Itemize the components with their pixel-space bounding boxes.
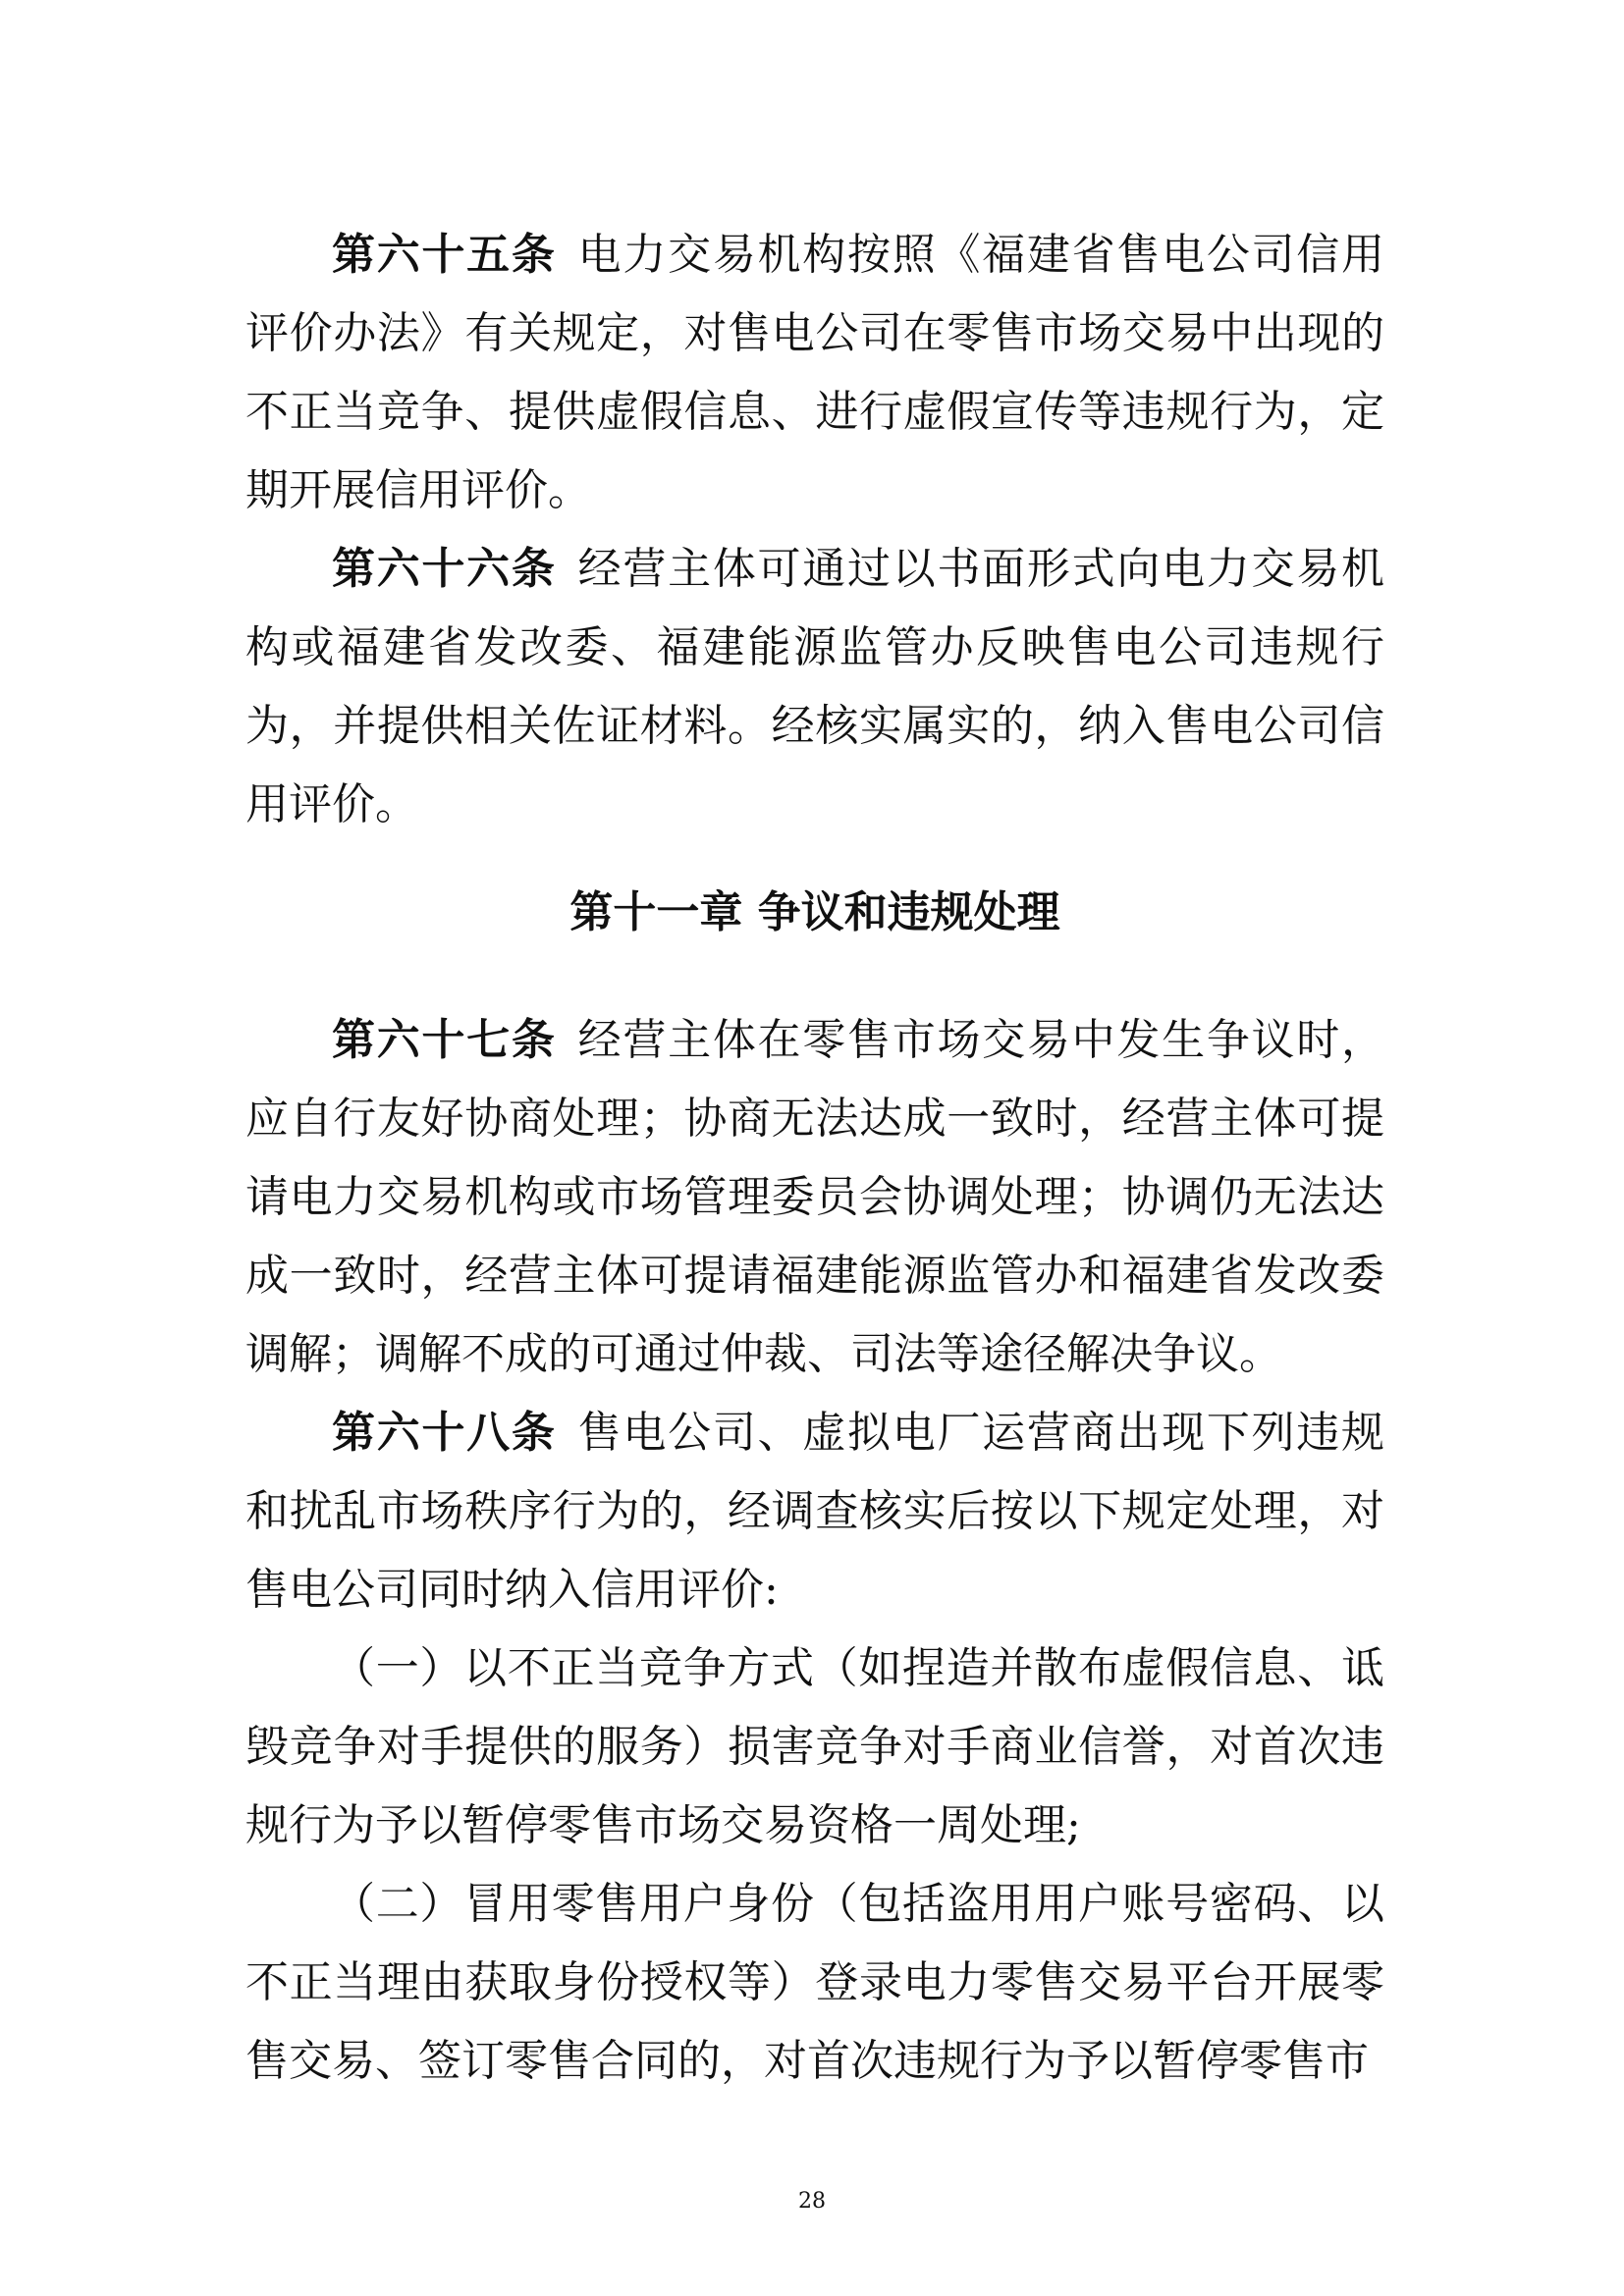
article-67 bbox=[245, 1001, 1384, 1394]
article-66-heading: 第六十六条 bbox=[332, 544, 557, 594]
article-68-heading: 第六十八条 bbox=[332, 1408, 557, 1458]
article-65 bbox=[245, 216, 1384, 530]
article-65-text: 电力交易机构按照《福建省售电公司信用评价办法》有关规定，对售电公司在零售市场交易中出现的不正当竞争、提供虚假信息、进行虚假宣传等违规行为，定期开展信用评价。 bbox=[245, 230, 1385, 515]
article-68 bbox=[245, 1394, 1384, 1629]
article-67-heading: 第六十七条 bbox=[332, 1015, 557, 1065]
page-number: 28 bbox=[798, 2189, 826, 2214]
article-66 bbox=[245, 530, 1384, 844]
article-67-text: 经营主体在零售市场交易中发生争议时，应自行友好协商处理；协商无法达成一致时，经营主体可提请电力交易机构或市场管理委员会协调处理；协调仍无法达成一致时，经营主体可提请福建能源监管办和福建省发改委调解；调解不成的可通过仲裁、司法等途径解决争议。 bbox=[245, 1015, 1385, 1379]
article-66-text: 经营主体可通过以书面形式向电力交易机构或福建省发改委、福建能源监管办反映售电公司违规行为，并提供相关佐证材料。经核实属实的，纳入售电公司信用评价。 bbox=[245, 544, 1385, 829]
chapter-title: 第十一章 争议和违规处理 bbox=[569, 887, 1060, 937]
list-item-2: （二）冒用零售用户身份（包括盗用用户账号密码、以不正当理由获取身份授权等）登录电力零售交易平台开展零售交易、签订零售合同的，对首次违规行为予以暂停零售市 bbox=[245, 1879, 1384, 2086]
article-65-heading: 第六十五条 bbox=[332, 230, 557, 280]
list-item-1: （一）以不正当竞争方式（如捏造并散布虚假信息、诋毁竞争对手提供的服务）损害竞争对手商业信誉，对首次违规行为予以暂停零售市场交易资格一周处理; bbox=[245, 1643, 1384, 1850]
article-68-text: 售电公司、虚拟电厂运营商出现下列违规和扰乱市场秩序行为的，经调查核实后按以下规定处理，对售电公司同时纳入信用评价: bbox=[245, 1408, 1385, 1615]
